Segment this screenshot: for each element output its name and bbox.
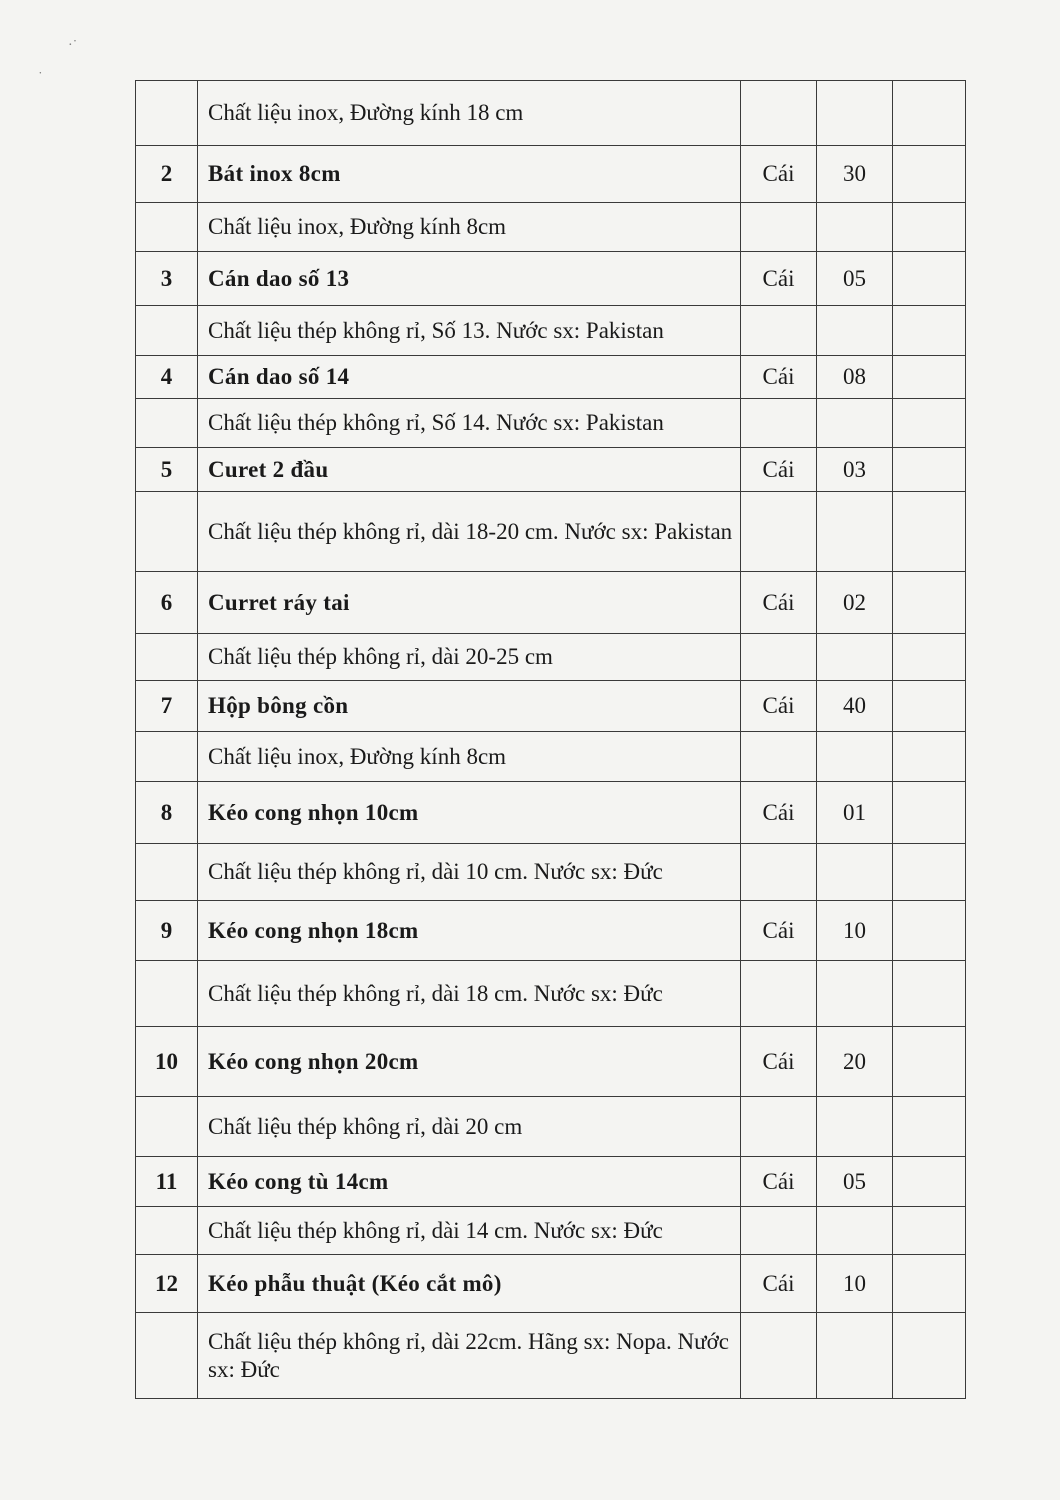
item-number: 12	[136, 1255, 198, 1313]
item-number	[136, 1207, 198, 1255]
scan-mark: ·˙	[68, 38, 78, 53]
item-number: 3	[136, 252, 198, 306]
item-note	[893, 1157, 966, 1207]
item-number: 11	[136, 1157, 198, 1207]
item-note	[893, 634, 966, 681]
item-unit: Cái	[741, 1027, 817, 1097]
item-unit	[741, 306, 817, 356]
item-unit: Cái	[741, 356, 817, 399]
table-row	[136, 732, 966, 782]
item-note	[893, 681, 966, 732]
item-note	[893, 356, 966, 399]
item-description: Chất liệu inox, Đường kính 18 cm	[198, 81, 741, 146]
table-row	[136, 634, 966, 681]
item-note	[893, 492, 966, 572]
item-description: Chất liệu thép không rỉ, dài 10 cm. Nước sx: Đức	[198, 844, 741, 901]
item-unit	[741, 961, 817, 1027]
item-description: Chất liệu thép không rỉ, Số 14. Nước sx: Pakistan	[198, 399, 741, 448]
item-note	[893, 901, 966, 961]
table-row	[136, 1157, 966, 1207]
item-description: Chất liệu thép không rỉ, dài 18 cm. Nước sx: Đức	[198, 961, 741, 1027]
item-unit: Cái	[741, 448, 817, 492]
table-row	[136, 901, 966, 961]
item-quantity: 02	[817, 572, 893, 634]
item-quantity: 40	[817, 681, 893, 732]
item-quantity: 05	[817, 1157, 893, 1207]
item-quantity	[817, 1207, 893, 1255]
item-quantity	[817, 399, 893, 448]
item-name: Cán dao số 13	[198, 252, 741, 306]
item-unit: Cái	[741, 146, 817, 203]
item-quantity: 10	[817, 1255, 893, 1313]
item-quantity	[817, 1313, 893, 1399]
item-note	[893, 1097, 966, 1157]
item-name: Kéo cong tù 14cm	[198, 1157, 741, 1207]
item-number	[136, 1313, 198, 1399]
item-quantity	[817, 203, 893, 252]
item-number: 2	[136, 146, 198, 203]
item-quantity: 10	[817, 901, 893, 961]
item-description: Chất liệu inox, Đường kính 8cm	[198, 203, 741, 252]
table-row	[136, 1207, 966, 1255]
item-note	[893, 146, 966, 203]
item-note	[893, 782, 966, 844]
item-number	[136, 492, 198, 572]
table-row	[136, 252, 966, 306]
item-quantity	[817, 732, 893, 782]
item-note	[893, 732, 966, 782]
item-quantity	[817, 492, 893, 572]
item-number	[136, 306, 198, 356]
item-quantity: 30	[817, 146, 893, 203]
table-row	[136, 844, 966, 901]
item-quantity	[817, 844, 893, 901]
item-number: 8	[136, 782, 198, 844]
item-unit	[741, 844, 817, 901]
item-description: Chất liệu thép không rỉ, dài 14 cm. Nước sx: Đức	[198, 1207, 741, 1255]
item-note	[893, 1207, 966, 1255]
item-name: Curret ráy tai	[198, 572, 741, 634]
item-description: Chất liệu thép không rỉ, dài 22cm. Hãng sx: Nopa. Nước sx: Đức	[198, 1313, 741, 1399]
item-number	[136, 399, 198, 448]
table-row	[136, 356, 966, 399]
item-name: Curet 2 đầu	[198, 448, 741, 492]
item-unit	[741, 1207, 817, 1255]
item-unit	[741, 634, 817, 681]
item-quantity: 08	[817, 356, 893, 399]
item-name: Bát inox 8cm	[198, 146, 741, 203]
table-row	[136, 1255, 966, 1313]
item-number: 4	[136, 356, 198, 399]
scan-mark: ˙	[38, 70, 43, 85]
item-note	[893, 1313, 966, 1399]
item-quantity	[817, 961, 893, 1027]
item-note	[893, 306, 966, 356]
item-description: Chất liệu thép không rỉ, dài 20 cm	[198, 1097, 741, 1157]
item-number: 9	[136, 901, 198, 961]
item-unit: Cái	[741, 782, 817, 844]
item-quantity: 05	[817, 252, 893, 306]
item-quantity: 20	[817, 1027, 893, 1097]
item-note	[893, 252, 966, 306]
item-number: 5	[136, 448, 198, 492]
item-unit	[741, 203, 817, 252]
table-row	[136, 572, 966, 634]
table-row	[136, 492, 966, 572]
item-quantity	[817, 1097, 893, 1157]
item-unit: Cái	[741, 1255, 817, 1313]
item-number	[136, 732, 198, 782]
item-number	[136, 1097, 198, 1157]
item-name: Kéo cong nhọn 18cm	[198, 901, 741, 961]
table-row	[136, 782, 966, 844]
item-unit: Cái	[741, 252, 817, 306]
item-description: Chất liệu thép không rỉ, dài 20-25 cm	[198, 634, 741, 681]
item-note	[893, 81, 966, 146]
item-unit: Cái	[741, 681, 817, 732]
item-description: Chất liệu thép không rỉ, Số 13. Nước sx: Pakistan	[198, 306, 741, 356]
item-number: 6	[136, 572, 198, 634]
item-note	[893, 1027, 966, 1097]
item-unit	[741, 399, 817, 448]
item-note	[893, 844, 966, 901]
item-unit	[741, 81, 817, 146]
item-quantity	[817, 634, 893, 681]
item-note	[893, 448, 966, 492]
item-quantity: 03	[817, 448, 893, 492]
item-number	[136, 81, 198, 146]
item-name: Kéo phẫu thuật (Kéo cắt mô)	[198, 1255, 741, 1313]
item-name: Kéo cong nhọn 10cm	[198, 782, 741, 844]
table-row	[136, 399, 966, 448]
item-note	[893, 572, 966, 634]
item-number	[136, 634, 198, 681]
item-description: Chất liệu thép không rỉ, dài 18-20 cm. Nước sx: Pakistan	[198, 492, 741, 572]
item-unit	[741, 1313, 817, 1399]
table-row	[136, 1313, 966, 1399]
item-unit	[741, 492, 817, 572]
table-row	[136, 961, 966, 1027]
item-number: 10	[136, 1027, 198, 1097]
table-row	[136, 203, 966, 252]
item-quantity: 01	[817, 782, 893, 844]
item-unit	[741, 732, 817, 782]
table-row	[136, 146, 966, 203]
item-unit	[741, 1097, 817, 1157]
item-note	[893, 1255, 966, 1313]
table-row	[136, 306, 966, 356]
item-unit: Cái	[741, 901, 817, 961]
equipment-table	[135, 80, 966, 1399]
item-note	[893, 961, 966, 1027]
item-quantity	[817, 81, 893, 146]
table-row	[136, 448, 966, 492]
table-row	[136, 1097, 966, 1157]
item-number	[136, 203, 198, 252]
item-name: Hộp bông cồn	[198, 681, 741, 732]
item-name: Kéo cong nhọn 20cm	[198, 1027, 741, 1097]
table-row	[136, 1027, 966, 1097]
item-quantity	[817, 306, 893, 356]
item-note	[893, 203, 966, 252]
item-number	[136, 844, 198, 901]
item-note	[893, 399, 966, 448]
table-row	[136, 681, 966, 732]
item-number	[136, 961, 198, 1027]
item-description: Chất liệu inox, Đường kính 8cm	[198, 732, 741, 782]
item-name: Cán dao số 14	[198, 356, 741, 399]
table-row	[136, 81, 966, 146]
item-unit: Cái	[741, 1157, 817, 1207]
item-number: 7	[136, 681, 198, 732]
item-unit: Cái	[741, 572, 817, 634]
